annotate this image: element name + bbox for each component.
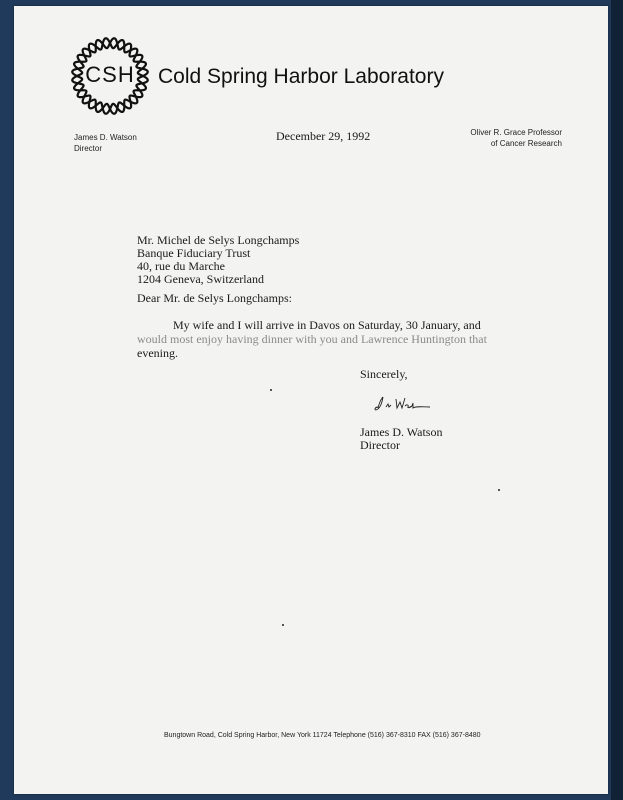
- logo-text: CSH: [85, 62, 135, 87]
- signer-title: Director: [360, 438, 400, 452]
- letter-body: [137, 318, 517, 360]
- director-name: James D. Watson: [74, 133, 137, 142]
- scan-edge: [611, 0, 623, 800]
- recipient-line: 40, rue du Marche: [137, 259, 225, 273]
- organization-name: Cold Spring Harbor Laboratory: [158, 65, 444, 88]
- closing: Sincerely,: [360, 367, 408, 381]
- professorship-line-2: of Cancer Research: [490, 139, 562, 148]
- signer-block: [360, 426, 442, 452]
- recipient-line: Banque Fiduciary Trust: [137, 246, 251, 260]
- recipient-line: 1204 Geneva, Switzerland: [137, 272, 264, 286]
- recipient-address: [137, 234, 299, 286]
- footer-address: Bungtown Road, Cold Spring Harbor, New York 11724 Telephone (516) 367-8310 FAX (516) 367-8480: [164, 732, 481, 739]
- body-line-3: evening.: [137, 346, 178, 360]
- paper-speck: [282, 624, 284, 626]
- body-line-1: My wife and I will arrive in Davos on Saturday, 30 January, and: [173, 318, 481, 332]
- csh-logo: [70, 36, 150, 116]
- paper-speck: [498, 489, 500, 491]
- body-line-2: would most enjoy having dinner with you and Lawrence Huntington that: [137, 332, 487, 346]
- signer-name: James D. Watson: [360, 425, 443, 439]
- recipient-line: Mr. Michel de Selys Longchamps: [137, 233, 300, 247]
- handwritten-signature: [372, 394, 436, 414]
- letter-page: [14, 6, 608, 794]
- letterhead-left: [74, 132, 137, 154]
- director-title: Director: [74, 144, 103, 153]
- professorship-line-1: Oliver R. Grace Professor: [470, 128, 562, 137]
- letterhead-right: [470, 127, 562, 149]
- salutation: Dear Mr. de Selys Longchamps:: [137, 291, 292, 305]
- paper-speck: [270, 389, 272, 391]
- letter-date: December 29, 1992: [276, 129, 371, 143]
